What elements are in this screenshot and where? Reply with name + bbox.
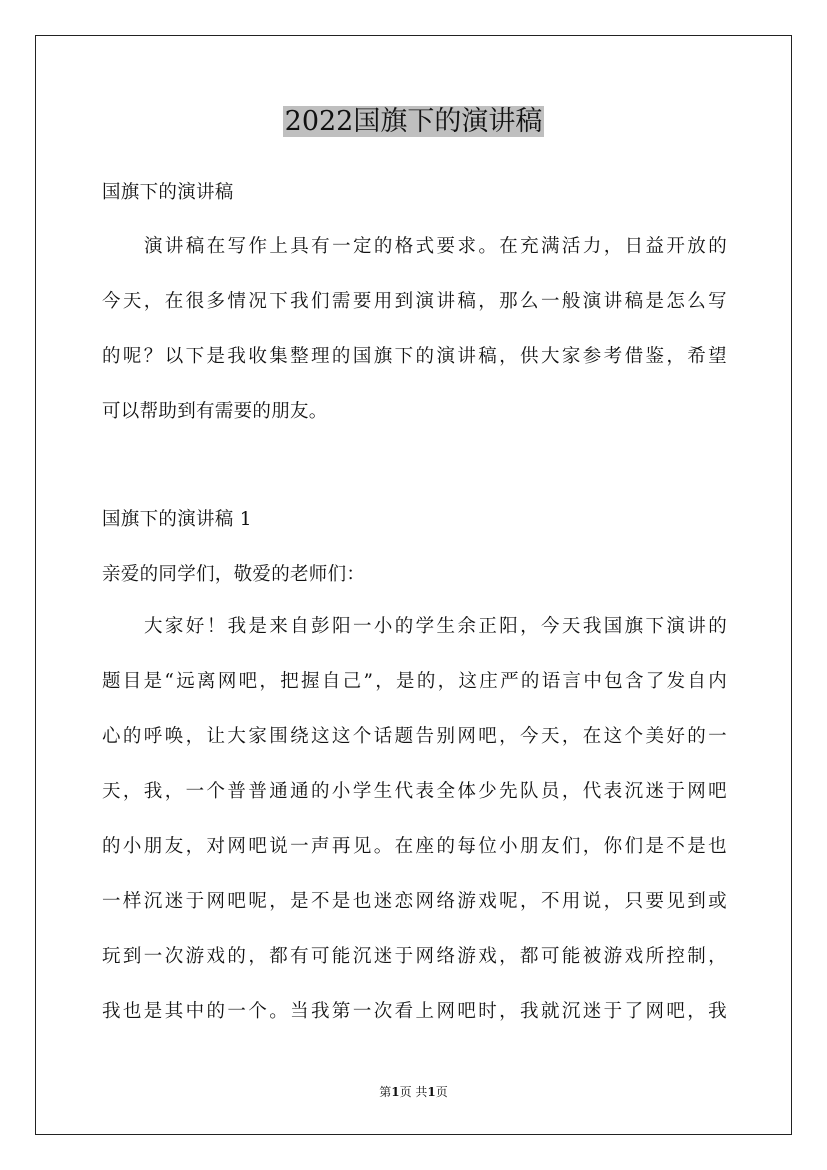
intro-line: 演讲稿在写作上具有一定的格式要求。在充满活力，日益开放的 [144,236,727,257]
document-title [0,103,827,141]
page-number: 1 [391,1085,400,1099]
total-pages: 1 [427,1085,436,1099]
document-title-text: 2022国旗下的演讲稿 [284,106,543,137]
body-line: 题目是“远离网吧，把握自己”，是的，这庄严的语言中包含了发自内 [102,671,727,692]
salutation: 亲爱的同学们，敬爱的老师们： [102,564,366,585]
intro-line: 今天，在很多情况下我们需要用到演讲稿，那么一般演讲稿是怎么写 [102,291,727,312]
body-line: 心的呼唤，让大家围绕这这个话题告别网吧，今天，在这个美好的一 [102,726,727,747]
page-prefix: 第 [379,1085,392,1099]
body-line: 玩到一次游戏的，都有可能沉迷于网络游戏，都可能被游戏所控制， [102,946,727,967]
body-line: 的小朋友，对网吧说一声再见。在座的每位小朋友们，你们是不是也 [102,836,727,857]
page-suffix: 页 [435,1085,448,1099]
section-heading: 国旗下的演讲稿 [102,182,234,203]
body-line: 天，我，一个普普通通的小学生代表全体少先队员，代表沉迷于网吧 [102,781,727,802]
intro-line: 可以帮助到有需要的朋友。 [102,401,328,422]
page-mid: 页 共 [399,1085,428,1099]
body-line: 我也是其中的一个。当我第一次看上网吧时，我就沉迷于了网吧，我 [102,1001,727,1022]
intro-line: 的呢？以下是我收集整理的国旗下的演讲稿，供大家参考借鉴，希望 [102,346,727,367]
speech-heading: 国旗下的演讲稿 1 [102,509,252,530]
page-footer [0,1083,827,1101]
body-line: 一样沉迷于网吧呢，是不是也迷恋网络游戏呢，不用说，只要见到或 [102,891,727,912]
body-line: 大家好！我是来自彭阳一小的学生余正阳，今天我国旗下演讲的 [144,616,727,637]
